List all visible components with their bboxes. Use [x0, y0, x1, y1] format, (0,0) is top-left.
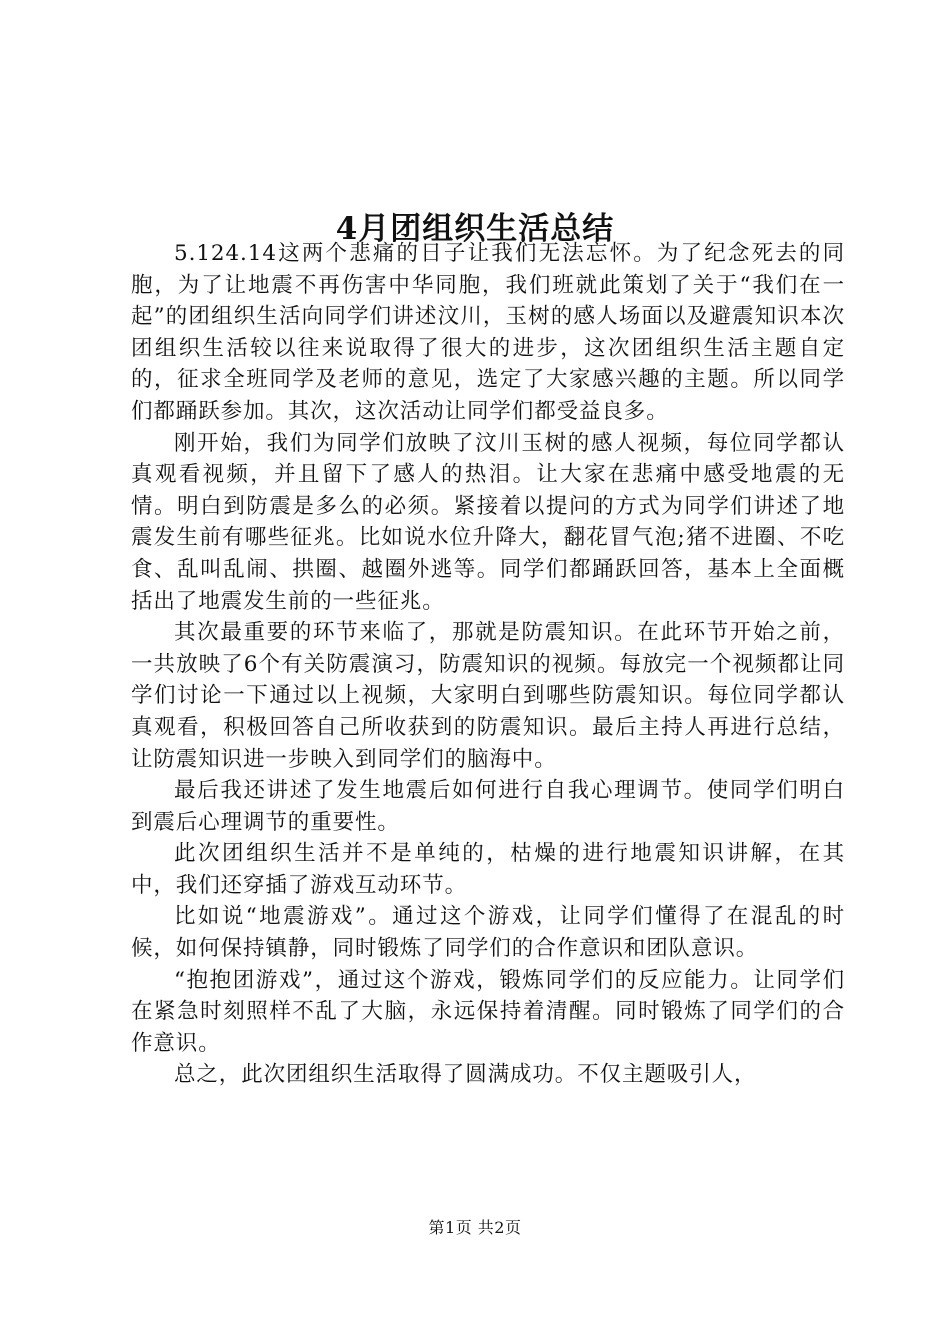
body-paragraph: 最后我还讲述了发生地震后如何进行自我心理调节。使同学们明白到震后心理调节的重要性。	[131, 778, 845, 835]
body-paragraph: 刚开始，我们为同学们放映了汶川玉树的感人视频，每位同学都认真观看视频，并且留下了感人的热泪。让大家在悲痛中感受地震的无情。明白到防震是多么的必须。紧接着以提问的方式为同学们讲述了地震发生前有哪些征兆。比如说水位升降大，翻花冒气泡;猪不进圈、不吃食、乱叫乱闹、拱圈、越圈外逃等。同学们都踊跃回答，基本上全面概括出了地震发生前的一些征兆。	[131, 430, 845, 614]
body-paragraph: 总之，此次团组织生活取得了圆满成功。不仅主题吸引人，	[174, 1062, 757, 1088]
body-paragraph: 5.124.14这两个悲痛的日子让我们无法忘怀。为了纪念死去的同胞，为了让地震不再伤害中华同胞，我们班就此策划了关于“我们在一起”的团组织生活向同学们讲述汶川，玉树的感人场面以及避震知识本次团组织生活较以往来说取得了很大的进步，这次团组织生活主题自定的，征求全班同学及老师的意见，选定了大家感兴趣的主题。所以同学们都踊跃参加。其次，这次活动让同学们都受益良多。	[131, 241, 845, 424]
body-paragraph: 此次团组织生活并不是单纯的，枯燥的进行地震知识讲解，在其中，我们还穿插了游戏互动环节。	[131, 841, 845, 898]
body-paragraph: 比如说“地震游戏”。通过这个游戏，让同学们懂得了在混乱的时候，如何保持镇静，同时锻炼了同学们的合作意识和团队意识。	[131, 904, 845, 962]
body-paragraph: 其次最重要的环节来临了，那就是防震知识。在此环节开始之前，一共放映了6个有关防震演习，防震知识的视频。每放完一个视频都让同学们讨论一下通过以上视频，大家明白到哪些防震知识。每位同学都认真观看，积极回答自己所收获到的防震知识。最后主持人再进行总结，让防震知识进一步映入到同学们的脑海中。	[131, 620, 845, 772]
document-body	[131, 238, 845, 1091]
document-title: 4月团组织生活总结	[335, 210, 615, 247]
body-paragraph: “抱抱团游戏”，通过这个游戏，锻炼同学们的反应能力。让同学们在紧急时刻照样不乱了大脑，永远保持着清醒。同时锻炼了同学们的合作意识。	[131, 967, 845, 1056]
page-footer: 第1页 共2页	[428, 1218, 522, 1237]
